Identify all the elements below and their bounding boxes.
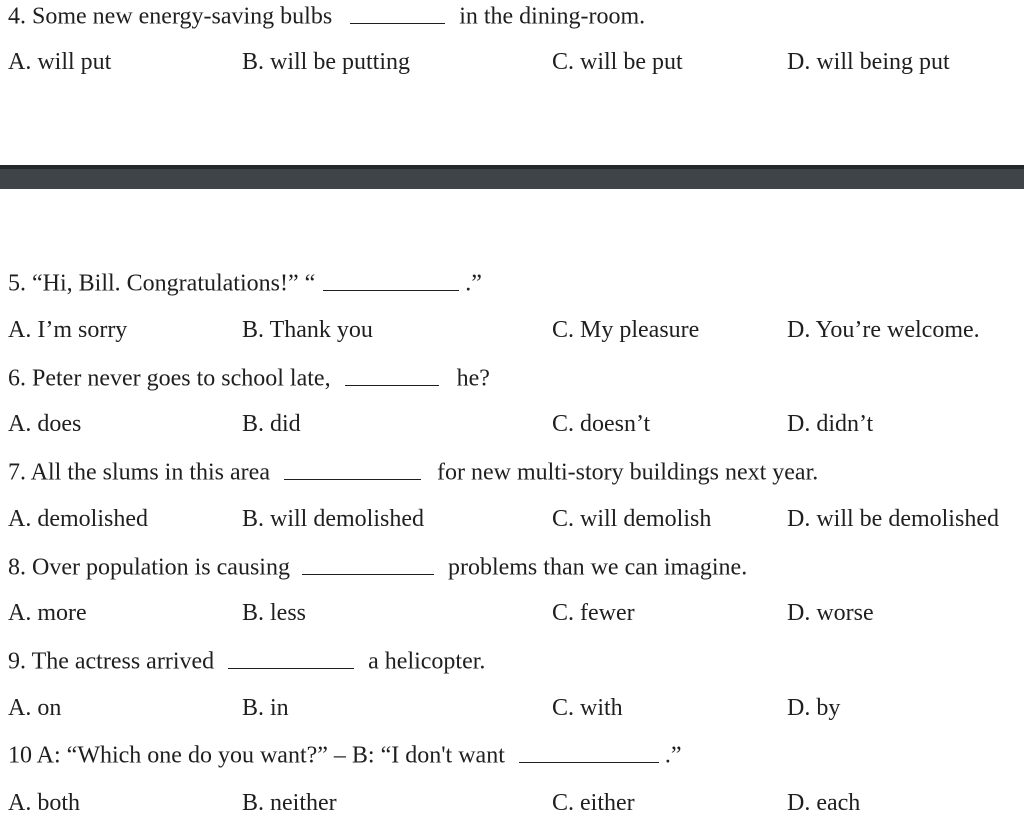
question-7-stem — [8, 457, 818, 488]
option-a: A. both — [8, 790, 80, 816]
question-text: 4. Some new energy-saving bulbs — [8, 3, 333, 30]
option-d: D. each — [787, 790, 861, 816]
question-text: a helicopter. — [368, 648, 486, 675]
question-4-stem — [8, 1, 645, 32]
question-text: .” — [664, 742, 682, 769]
option-a: A. more — [8, 600, 87, 626]
question-text: 9. The actress arrived — [8, 648, 215, 675]
option-a: A. demolished — [8, 506, 148, 532]
option-d: D. by — [787, 695, 841, 721]
option-d: D. will be demolished — [787, 506, 999, 532]
option-a: A. does — [8, 411, 82, 437]
option-b: B. will demolished — [242, 506, 424, 532]
question-text: he? — [456, 365, 490, 392]
option-d: D. worse — [787, 600, 874, 626]
question-text: for new multi-story buildings next year. — [436, 459, 819, 486]
answer-blank — [302, 552, 434, 575]
option-b: B. in — [242, 695, 289, 721]
answer-blank — [228, 646, 354, 669]
option-b: B. did — [242, 411, 301, 437]
answer-blank — [519, 740, 659, 763]
section-divider-edge — [0, 165, 1024, 169]
question-6-stem — [8, 363, 490, 394]
question-5-stem — [8, 268, 482, 299]
question-10-stem — [8, 740, 682, 771]
answer-blank — [345, 363, 439, 386]
option-c: C. My pleasure — [552, 317, 700, 343]
option-a: A. on — [8, 695, 62, 721]
option-a: A. I’m sorry — [8, 317, 128, 343]
question-text: problems than we can imagine. — [447, 554, 748, 581]
option-b: B. Thank you — [242, 317, 373, 343]
option-d: D. will being put — [787, 49, 950, 75]
question-text: 10 A: “Which one do you want?” – B: “I don't want — [8, 742, 505, 769]
option-a: A. will put — [8, 49, 112, 75]
option-c: C. will be put — [552, 49, 683, 75]
question-text: 7. All the slums in this area — [8, 459, 270, 486]
question-text: 6. Peter never goes to school late, — [8, 365, 331, 392]
option-d: D. You’re welcome. — [787, 317, 980, 343]
answer-blank — [350, 1, 445, 24]
option-b: B. less — [242, 600, 307, 626]
question-text: 8. Over population is causing — [8, 554, 290, 581]
option-c: C. with — [552, 695, 623, 721]
question-9-stem — [8, 646, 485, 677]
option-b: B. will be putting — [242, 49, 410, 75]
answer-blank — [323, 268, 459, 291]
option-d: D. didn’t — [787, 411, 874, 437]
question-text: .” — [465, 270, 482, 297]
answer-blank — [284, 457, 421, 480]
question-text: 5. “Hi, Bill. Congratulations!” “ — [8, 270, 316, 297]
option-c: C. will demolish — [552, 506, 712, 532]
question-text: in the dining-room. — [459, 3, 646, 30]
option-b: B. neither — [242, 790, 337, 816]
option-c: C. either — [552, 790, 635, 816]
question-8-stem — [8, 552, 747, 583]
option-c: C. fewer — [552, 600, 635, 626]
option-c: C. doesn’t — [552, 411, 651, 437]
